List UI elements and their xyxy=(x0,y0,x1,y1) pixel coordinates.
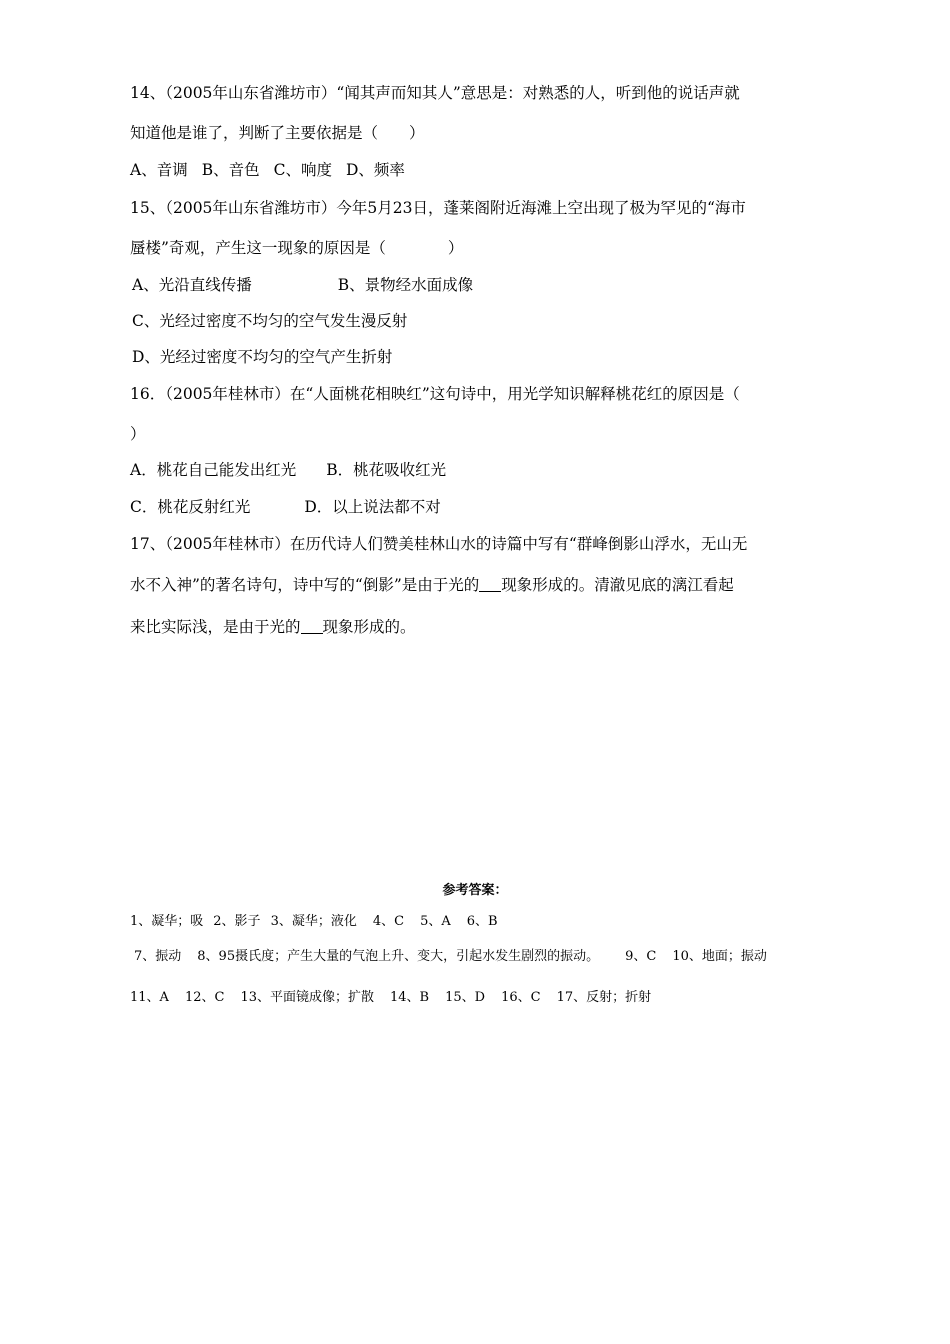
answer-item: 2、影子 xyxy=(213,914,261,929)
answer-item: 17、反射；折射 xyxy=(556,990,652,1005)
answers-title: 参考答案： xyxy=(442,883,508,898)
q16-options-cd xyxy=(130,497,830,517)
q14-option-c: C、响度 xyxy=(273,161,332,179)
q16-option-a: A．桃花自己能发出红光 xyxy=(130,461,297,479)
q17-blank-1 xyxy=(479,576,501,592)
answers-row-1 xyxy=(130,913,498,931)
answer-item: 13、平面镜成像；扩散 xyxy=(240,990,374,1005)
q15-options-ab xyxy=(132,275,832,295)
answer-item: 1、凝华；吸 xyxy=(130,914,204,929)
answer-item: 7、振动 xyxy=(134,949,182,964)
answer-item: 12、C xyxy=(184,990,225,1005)
q14-line1: 14、（2005年山东省潍坊市）“闻其声而知其人”意思是：对熟悉的人，听到他的说话声就 xyxy=(130,84,740,102)
answer-item: 5、A xyxy=(420,914,451,929)
answer-item: 15、D xyxy=(445,990,486,1005)
q16-line2: ） xyxy=(130,425,146,443)
q17-line3-part2: 现象形成的。 xyxy=(322,618,416,636)
q17-line2-part2: 现象形成的。清澈见底的漓江看起 xyxy=(501,576,734,594)
answers-row-3 xyxy=(130,989,651,1007)
q16-option-d: D．以上说法都不对 xyxy=(304,498,441,516)
answer-item: 9、C xyxy=(625,949,657,964)
answer-item: 14、B xyxy=(389,990,430,1005)
q17-line2-part1: 水不入神”的著名诗句，诗中写的“倒影”是由于光的 xyxy=(130,576,480,594)
answer-item: 4、C xyxy=(372,914,405,929)
q15-option-b: B、景物经水面成像 xyxy=(337,276,474,294)
answer-item: 10、地面；振动 xyxy=(672,949,767,964)
q17-line2 xyxy=(130,575,830,595)
q14-option-b: B、音色 xyxy=(201,161,260,179)
answer-item: 11、A xyxy=(130,990,169,1005)
q14-option-d: D、频率 xyxy=(345,161,405,179)
q17-line3-part1: 来比实际浅，是由于光的 xyxy=(130,618,301,636)
answer-item: 3、凝华；液化 xyxy=(270,914,357,929)
q15-line1: 15、（2005年山东省潍坊市）今年5月23日，蓬莱阁附近海滩上空出现了极为罕见的“海市 xyxy=(130,199,746,217)
q15-option-c: C、光经过密度不均匀的空气发生漫反射 xyxy=(132,312,408,330)
q15-line2: 蜃楼”奇观，产生这一现象的原因是（ ） xyxy=(130,239,464,257)
q16-option-c: C．桃花反射红光 xyxy=(130,498,251,516)
q14-options xyxy=(130,160,830,180)
q17-line1: 17、（2005年桂林市）在历代诗人们赞美桂林山水的诗篇中写有“群峰倒影山浮水，无山无 xyxy=(130,535,748,553)
q17-line3 xyxy=(130,617,830,637)
q15-option-d: D、光经过密度不均匀的空气产生折射 xyxy=(132,348,393,366)
q16-option-b: B．桃花吸收红光 xyxy=(326,461,447,479)
answers-row-2 xyxy=(134,948,767,966)
q14-line2: 知道他是谁了，判断了主要依据是（ ） xyxy=(130,124,425,142)
answer-item: 6、B xyxy=(466,914,498,929)
answer-item: 16、C xyxy=(501,990,541,1005)
q17-blank-2 xyxy=(301,618,323,634)
answer-item: 8、95摄氏度；产生大量的气泡上升、变大，引起水发生剧烈的振动。 xyxy=(197,949,600,964)
q14-option-a: A、音调 xyxy=(130,161,188,179)
q16-line1: 16．（2005年桂林市）在“人面桃花相映红”这句诗中，用光学知识解释桃花红的原因是（ xyxy=(130,385,740,403)
q15-option-a: A、光沿直线传播 xyxy=(132,276,252,294)
q16-options-ab xyxy=(130,460,830,480)
